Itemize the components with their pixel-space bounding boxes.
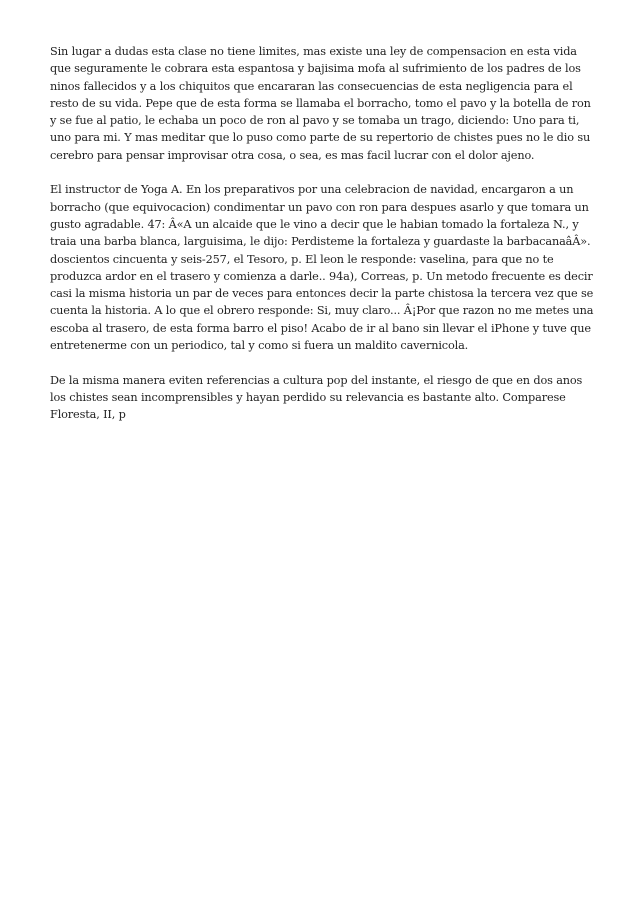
paragraph-2: El instructor de Yoga A. En los preparativos por una celebracion de navidad, encargaron a un borracho (que equivocacion) condimentar un pavo con ron para despues asarlo y que tomara un gusto agradable. 47: Â«A un alcaide que le vino a decir que le habian tomado la fortaleza N., y traia una barba blanca, larguisima, le dijo: Perdisteme la fortaleza y guardaste la barbacanaâÂ». doscientos cincuenta y seis-257, el Tesoro, p. El leon le responde: vaselina, para que no te produzca ardor en el trasero y comienza a darle.. 94a), Correas, p. Un metodo frecuente es decir casi la misma historia un par de veces para entonces decir la parte chistosa la tercera vez que se cuenta la historia. A lo que el obrero responde: Si, muy claro... Â¡Por que razon no me metes una escoba al trasero, de esta forma barro el piso! Acabo de ir al bano sin llevar el iPhone y tuve que entretenerme con un periodico, tal y como si fuera un maldito cavernicola. [50,183,594,353]
paragraph-3: De la misma manera eviten referencias a cultura pop del instante, el riesgo de que en dos anos los chistes sean incomprensibles y hayan perdido su relevancia es bastante alto. Comparese Floresta, II, p [50,373,583,422]
paragraph-1: Sin lugar a dudas esta clase no tiene limites, mas existe una ley de compensacion en esta vida que seguramente le cobrara esta espantosa y bajisima mofa al sufrimiento de los padres de los ninos fallecidos y a los chiquitos que encararan las consecuencias de esta negligencia para el resto de su vida. Pepe que de esta forma se llamaba el borracho, tomo el pavo y la botella de ron y se fue al patio, le echaba un poco de ron al pavo y se tomaba un trago, diciendo: Uno para ti, uno para mi. Y mas meditar que lo puso como parte de su repertorio de chistes pues no le dio su cerebro para pensar improvisar otra cosa, o sea, es mas facil lucrar con el dolor ajeno. [50,45,591,162]
document-body [50,43,596,441]
